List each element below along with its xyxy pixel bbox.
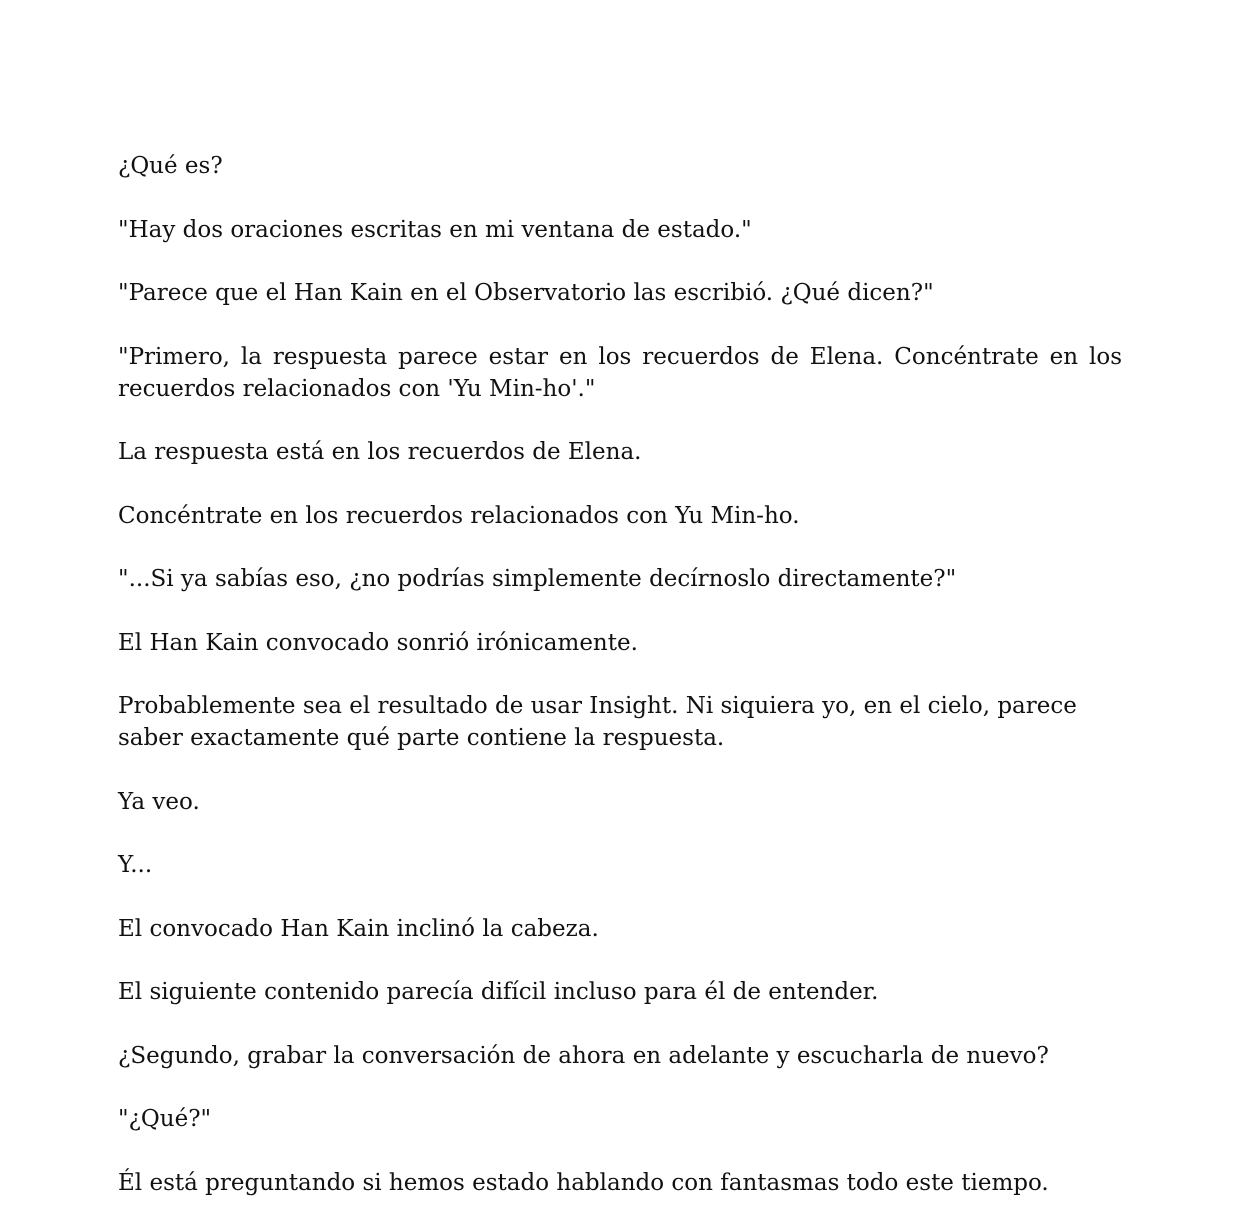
paragraph: El Han Kain convocado sonrió irónicamente.: [118, 629, 638, 656]
paragraph: Probablemente sea el resultado de usar Insight. Ni siquiera yo, en el cielo, parece saber exactamente qué parte contiene la respuesta.: [118, 693, 1077, 751]
paragraph: Ya veo.: [118, 788, 200, 815]
paragraph: "Primero, la respuesta parece estar en los recuerdos de Elena. Concéntrate en los recuerdos relacionados con 'Yu Min-ho'.": [118, 343, 1122, 402]
paragraph: ¿Qué es?: [118, 153, 223, 179]
paragraph: ¿Segundo, grabar la conversación de ahora en adelante y escucharla de nuevo?: [118, 1042, 1049, 1069]
paragraph: "...Si ya sabías eso, ¿no podrías simplemente decírnoslo directamente?": [118, 566, 957, 592]
paragraph: "¿Qué?": [118, 1106, 212, 1132]
paragraph: El convocado Han Kain inclinó la cabeza.: [118, 915, 599, 942]
paragraph: "Hay dos oraciones escritas en mi ventana de estado.": [118, 216, 752, 243]
paragraph: Concéntrate en los recuerdos relacionados con Yu Min-ho.: [118, 502, 800, 529]
paragraph: "Parece que el Han Kain en el Observatorio las escribió. ¿Qué dicen?": [118, 280, 934, 306]
paragraph: Y...: [118, 852, 153, 878]
paragraph: Él está preguntando si hemos estado hablando con fantasmas todo este tiempo.: [118, 1169, 1049, 1196]
paragraph: El siguiente contenido parecía difícil incluso para él de entender.: [118, 979, 879, 1005]
paragraph: La respuesta está en los recuerdos de Elena.: [118, 439, 642, 465]
document-body: [118, 150, 1122, 1230]
